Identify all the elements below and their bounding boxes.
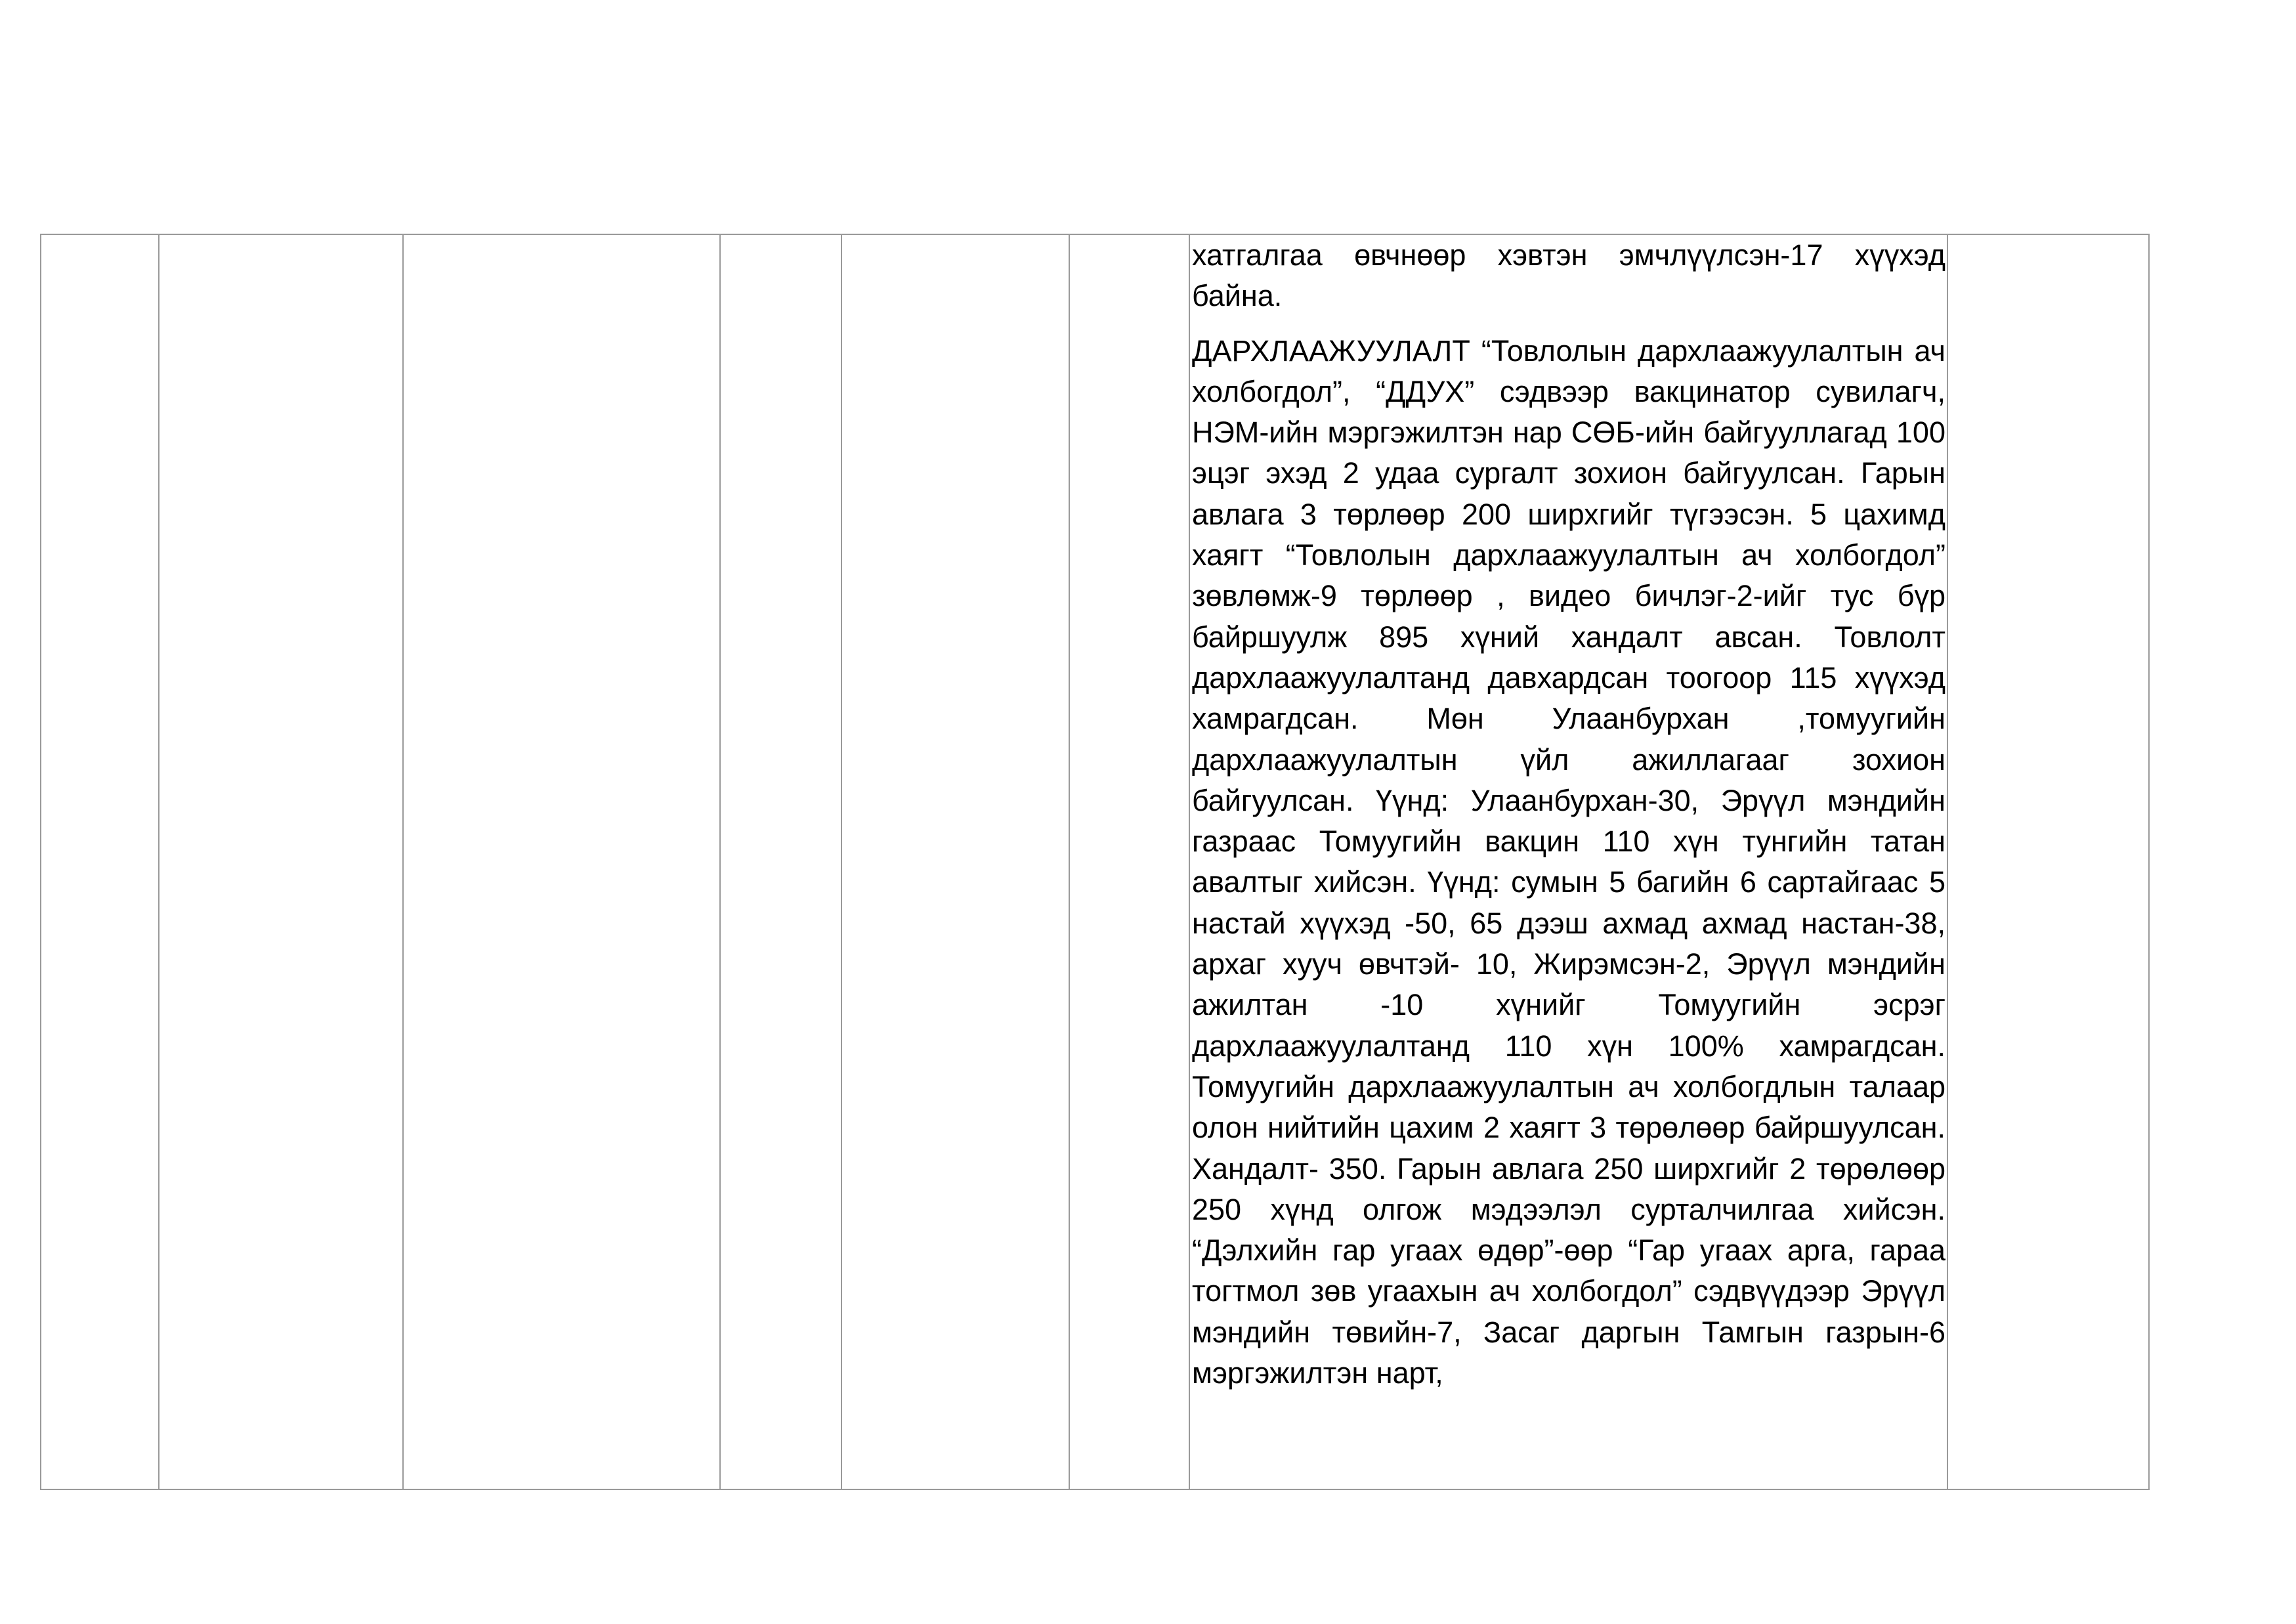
empty-cell-3	[403, 234, 720, 1489]
report-table	[40, 234, 2150, 1490]
paragraph-pneumonia-count: хатгалгаа өвчнөөр хэвтэн эмчлүүлсэн-17 хүүхэд байна.	[1192, 238, 1945, 313]
empty-cell-6	[1069, 234, 1189, 1489]
paragraph-immunization: ДАРХЛААЖУУЛАЛТ “Товлолын дархлаажуулалтын ач холбогдол”, “ДДУХ” сэдвээр вакцинатор сувилагч, НЭМ-ийн мэргэжилтэн нар СӨБ-ийн байгууллагад 100 эцэг эхэд 2 удаа сургалт зохион байгуулсан. Гарын авлага 3 төрлөөр 200 ширхгийг түгээсэн. 5 цахимд хаягт “Товлолын дархлаажуулалтын ач холбогдол” зөвлөмж-9 төрлөөр , видео бичлэг-2-ийг тус бүр байршуулж 895 хүний хандалт авсан. Товлолт дархлаажуулалтанд давхардсан тоогоор 115 хүүхэд хамрагдсан. Мөн Улаанбурхан ,томуугийн дархлаажуулалтын үйл ажиллагааг зохион байгуулсан. Үүнд: Улаанбурхан-30, Эрүүл мэндийн газраас Томуугийн вакцин 110 хүн тунгийн татан авалтыг хийсэн. Үүнд: сумын 5 багийн 6 сартайгаас 5 настай хүүхэд -50, 65 дээш ахмад ахмад настан-38, архаг хууч өвчтэй- 10, Жирэмсэн-2, Эрүүл мэндийн ажилтан -10 хүнийг Томуугийн эсрэг дархлаажуулалтанд 110 хүн 100% хамрагдсан. Томуугийн дархлаажуулалтын ач холбогдлын талаар олон нийтийн цахим 2 хаягт 3 төрөлөөр байршуулсан. Хандалт- 350. Гарын авлага 250 ширхгийг 2 төрөлөөр 250 хүнд олгож мэдээлэл сурталчилгаа хийсэн. “Дэлхийн гар угаах өдөр”-өөр “Гар угаах арга, гараа тогтмол зөв угаахын ач холбогдол” сэдвүүдээр Эрүүл мэндийн төвийн-7, Засаг даргын Тамгын газрын-6 мэргэжилтэн нарт,	[1192, 333, 1945, 1390]
empty-cell-1	[41, 234, 159, 1489]
table-row	[41, 234, 2149, 1489]
activity-description-cell	[1189, 234, 1947, 1489]
empty-cell-4	[720, 234, 841, 1489]
empty-cell-8	[1947, 234, 2149, 1489]
empty-cell-5	[841, 234, 1069, 1489]
empty-cell-2	[159, 234, 403, 1489]
